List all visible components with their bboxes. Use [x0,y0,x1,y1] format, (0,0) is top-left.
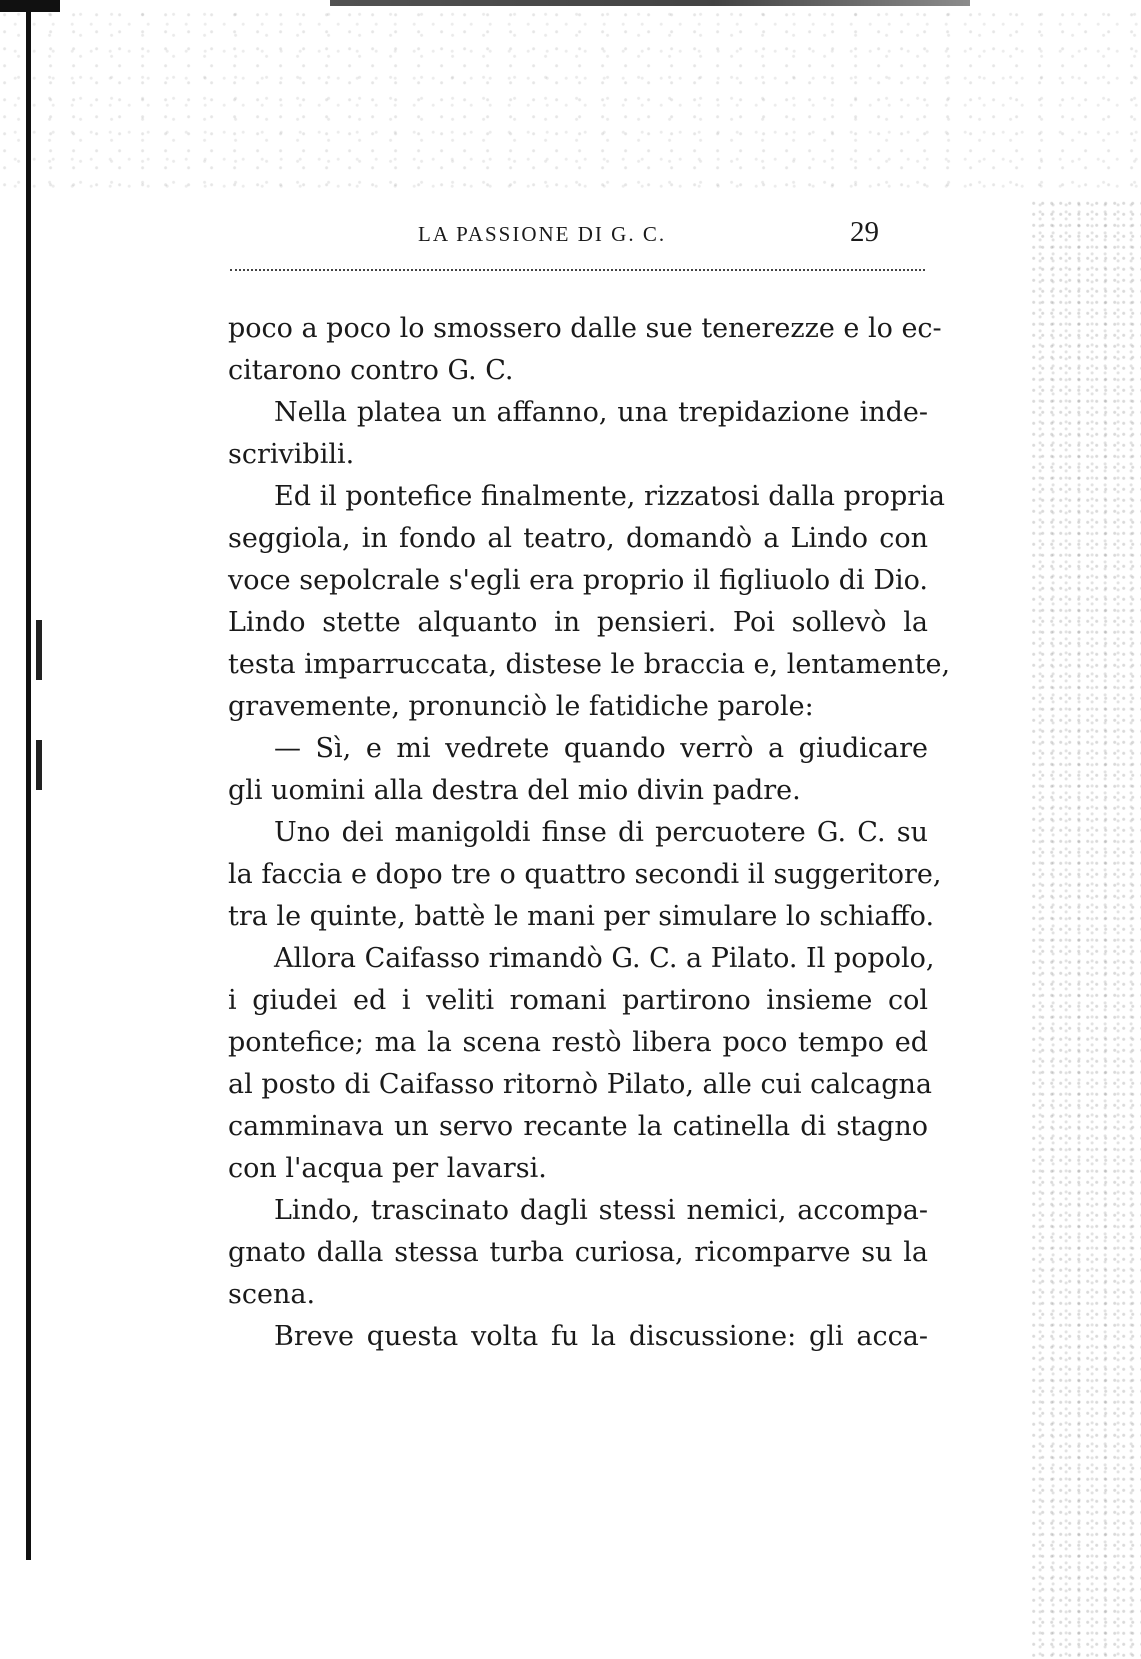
text-line: Nella platea un affanno, una trepidazione inde- [274,397,928,428]
text-line: al posto di Caifasso ritornò Pilato, alle cui calcagna [228,1069,933,1100]
text-line: Ed il pontefice finalmente, rizzatosi dalla propria [274,481,945,512]
text-line: pontefice; ma la scena restò libera poco tempo ed [228,1027,928,1058]
scan-noise-top [0,8,1141,188]
text-line: scena. [228,1279,316,1310]
text-line: Lindo, trascinato dagli stessi nemici, accompa- [274,1195,928,1226]
running-header [230,216,930,252]
text-line: gli uomini alla destra del mio divin padre. [228,775,801,806]
page-number: 29 [850,216,879,248]
text-line: Allora Caifasso rimandò G. C. a Pilato. Il popolo, [274,943,935,974]
text-line: gravemente, pronunciò le fatidiche parole: [228,691,814,722]
text-line: tra le quinte, battè le mani per simulare lo schiaffo. [228,901,935,932]
text-line: voce sepolcrale s'egli era proprio il figliuolo di Dio. [228,565,928,596]
text-line: citarono contro G. C. [228,355,514,386]
text-line: — Sì, e mi vedrete quando verrò a giudicare [274,733,928,764]
scan-top-edge [330,0,970,6]
text-line: con l'acqua per lavarsi. [228,1153,547,1184]
text-line: camminava un servo recante la catinella di stagno [228,1111,928,1142]
scan-mark [36,740,42,790]
text-line: Lindo stette alquanto in pensieri. Poi sollevò la [228,607,928,638]
header-dotted-rule [230,269,925,271]
body-text [228,308,951,1358]
text-line: seggiola, in fondo al teatro, domandò a Lindo con [228,523,928,554]
text-line: scrivibili. [228,439,355,470]
text-line: gnato dalla stessa turba curiosa, ricomparve su la [228,1237,928,1268]
scan-noise-right [1031,200,1141,1659]
text-line: poco a poco lo smossero dalle sue tenerezze e lo ec- [228,313,942,344]
running-title: LA PASSIONE DI G. C. [418,222,667,246]
text-line: i giudei ed i veliti romani partirono insieme col [228,985,928,1016]
scan-mark [36,620,42,680]
text-line: la faccia e dopo tre o quattro secondi il suggeritore, [228,859,942,890]
binding-edge [26,0,31,1560]
text-line: testa imparruccata, distese le braccia e, lentamente, [228,649,951,680]
text-line: Breve questa volta fu la discussione: gli acca- [274,1321,928,1352]
text-line: Uno dei manigoldi finse di percuotere G. C. su [274,817,928,848]
